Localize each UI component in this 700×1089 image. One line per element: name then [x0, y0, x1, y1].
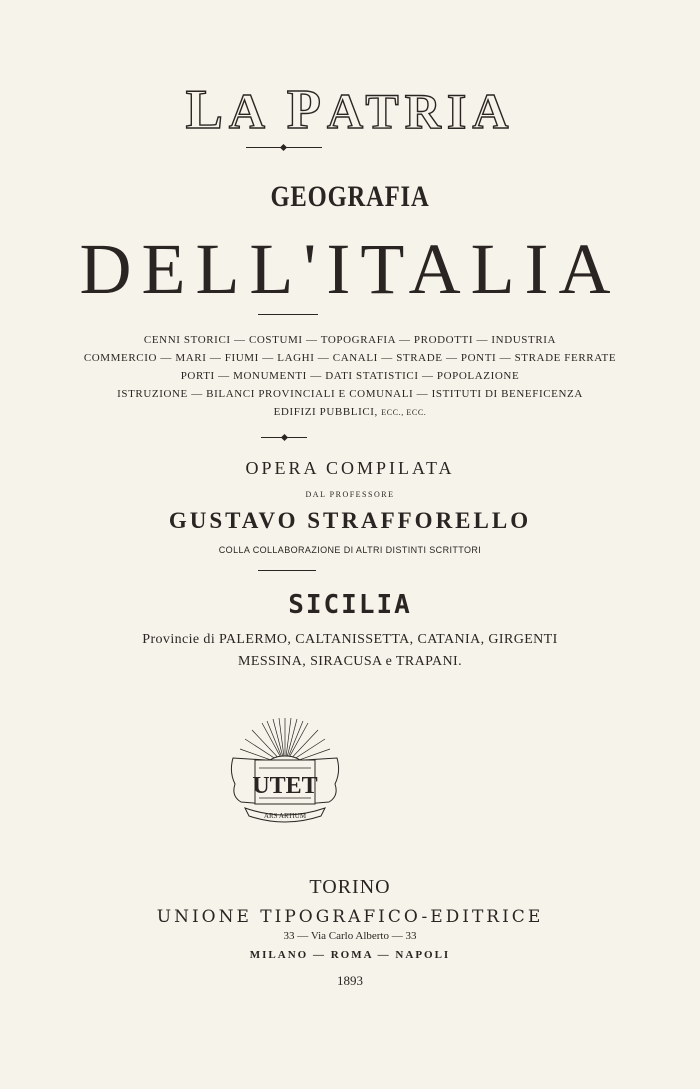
topics-line-4: ISTRUZIONE — BILANCI PROVINCIALI E COMUNALI — ISTITUTI DI BENEFICENZA — [117, 388, 583, 400]
topics-line-5 — [0, 406, 700, 418]
imprint-city: TORINO — [309, 876, 391, 898]
region-title: SICILIA — [288, 590, 412, 620]
series-title-part-a: A — [228, 83, 287, 139]
dal-professore: DAL PROFESSORE — [305, 490, 395, 499]
series-title — [0, 78, 700, 142]
opera-compilata: OPERA COMPILATA — [245, 458, 455, 478]
provinces-line-2: MESSINA, SIRACUSA e TRAPANI. — [238, 654, 462, 669]
imprint-address: 33 — Via Carlo Alberto — 33 — [283, 930, 417, 942]
ornament-diamond-1 — [280, 144, 287, 151]
divider-rule-2 — [258, 570, 316, 571]
emblem-letters: UTET — [252, 773, 318, 799]
publisher-emblem — [225, 710, 345, 830]
topics-line-5-main: EDIFIZI PUBBLICI, — [273, 406, 382, 418]
divider-rule-1 — [258, 314, 318, 315]
imprint-publisher: UNIONE TIPOGRAFICO-EDITRICE — [156, 907, 544, 927]
provinces-line-1: Provincie di PALERMO, CALTANISSETTA, CATANIA, GIRGENTI — [142, 632, 558, 647]
subtitle-geografia: GEOGRAFIA — [270, 180, 430, 213]
collaboration-note: COLLA COLLABORAZIONE DI ALTRI DISTINTI SCRITTORI — [218, 545, 482, 555]
series-title-initial-l: L — [185, 79, 229, 141]
main-title: DELL'ITALIA — [79, 229, 621, 309]
topics-line-5-small: ECC., ECC. — [381, 408, 427, 417]
imprint-year: 1893 — [337, 973, 363, 988]
emblem-motto: ARS ARTIUM — [263, 812, 307, 820]
topics-line-2: COMMERCIO — MARI — FIUMI — LAGHI — CANALI — STRADE — PONTI — STRADE FERRATE — [83, 352, 617, 364]
imprint-branch-cities: MILANO — ROMA — NAPOLI — [249, 949, 451, 961]
topics-line-1: CENNI STORICI — COSTUMI — TOPOGRAFIA — PRODOTTI — INDUSTRIA — [143, 334, 557, 346]
series-title-part-atria: ATRIA — [327, 83, 515, 139]
author-name: GUSTAVO STRAFFORELLO — [168, 508, 532, 533]
topics-line-3: PORTI — MONUMENTI — DATI STATISTICI — POPOLAZIONE — [180, 370, 520, 382]
series-title-initial-p: P — [286, 79, 327, 141]
ornament-diamond-2 — [281, 434, 288, 441]
